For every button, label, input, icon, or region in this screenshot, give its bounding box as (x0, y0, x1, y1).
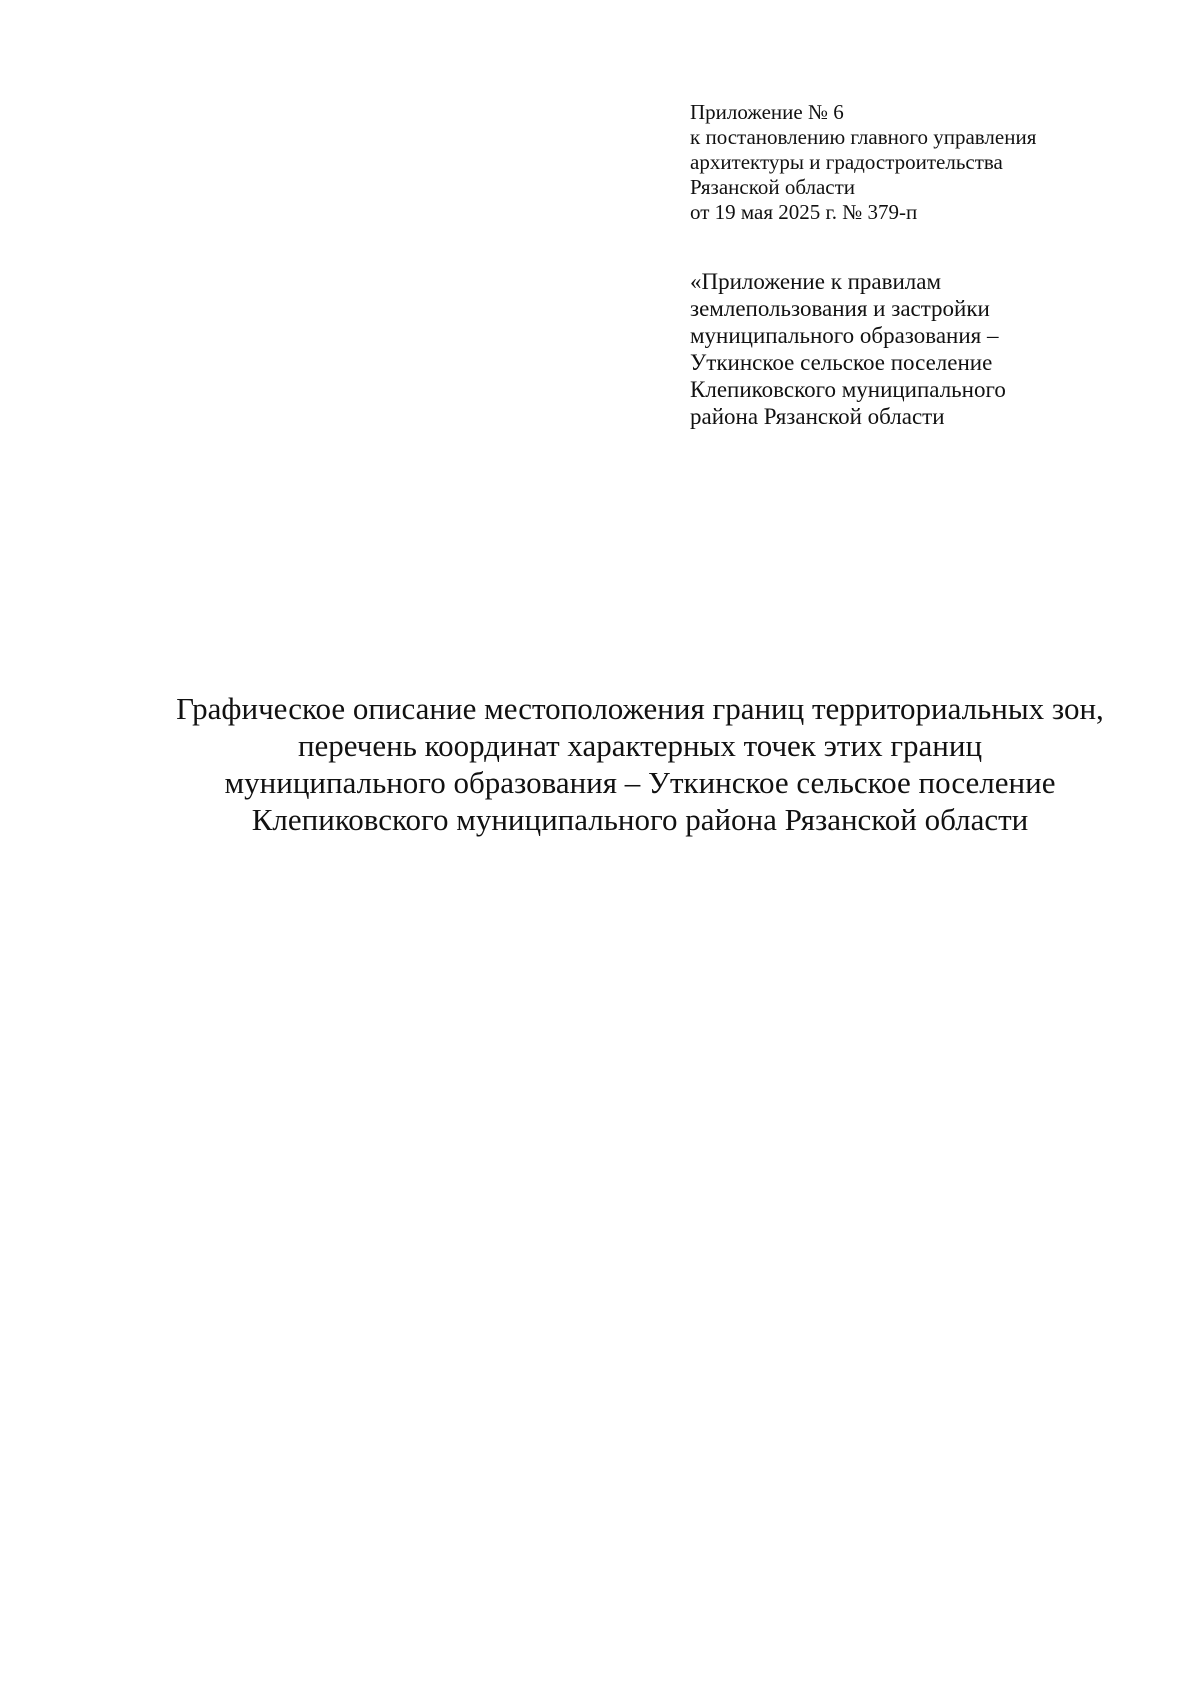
title-line: перечень координат характерных точек этих границ (297, 728, 983, 763)
appendix-authority-line: архитектуры и градостроительства (690, 150, 1003, 174)
rules-appendix-line: муниципального образования – (690, 323, 999, 348)
title-line: Графическое описание местоположения границ территориальных зон, (176, 691, 1104, 726)
rules-appendix-line: района Рязанской области (690, 404, 945, 429)
appendix-region-line: Рязанской области (690, 175, 856, 199)
title-line: муниципального образования – Уткинское сельское поселение (224, 765, 1056, 800)
appendix-header (690, 100, 1160, 225)
rules-appendix-line: «Приложение к правилам (690, 269, 942, 294)
rules-appendix-header (690, 268, 1160, 430)
title-line: Клепиковского муниципального района Рязанской области (251, 802, 1029, 837)
appendix-date-number: от 19 мая 2025 г. № 379-п (690, 200, 918, 224)
appendix-number: Приложение № 6 (690, 100, 844, 124)
rules-appendix-line: землепользования и застройки (690, 296, 990, 321)
rules-appendix-line: Уткинское сельское поселение (690, 350, 993, 375)
document-title (60, 690, 1200, 838)
appendix-resolution-line: к постановлению главного управления (690, 125, 1037, 149)
rules-appendix-line: Клепиковского муниципального (690, 377, 1006, 402)
